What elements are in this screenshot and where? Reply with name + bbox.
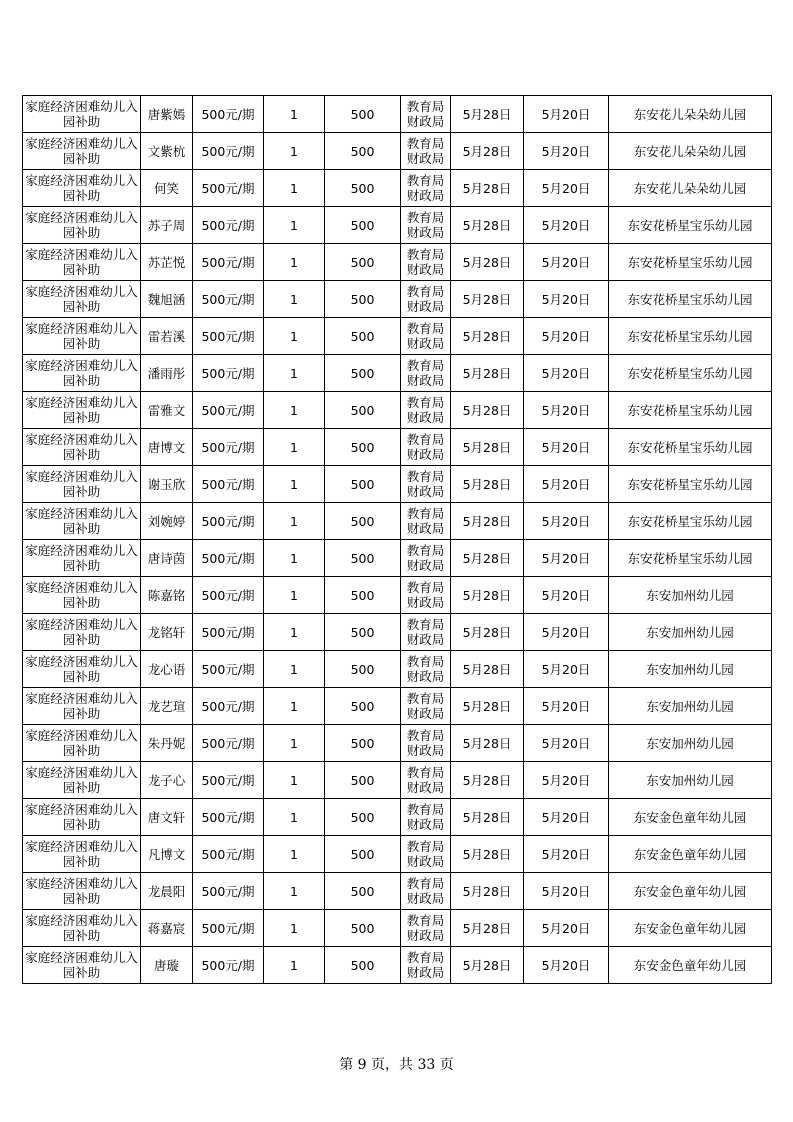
project-cell: 家庭经济困难幼儿入园补助 (23, 540, 141, 577)
table-row (23, 207, 772, 244)
kindergarten-cell: 东安加州幼儿园 (609, 614, 772, 651)
standard-cell: 500元/期 (193, 799, 264, 836)
date-cell-1: 5月28日 (451, 281, 524, 318)
child-name-cell: 潘雨彤 (141, 355, 193, 392)
amount-cell: 500 (325, 725, 401, 762)
child-name-cell: 龙艺瑄 (141, 688, 193, 725)
date-cell-2: 5月20日 (524, 466, 609, 503)
count-cell: 1 (264, 577, 325, 614)
project-cell: 家庭经济困难幼儿入园补助 (23, 392, 141, 429)
project-cell: 家庭经济困难幼儿入园补助 (23, 651, 141, 688)
table-row (23, 799, 772, 836)
standard-cell: 500元/期 (193, 281, 264, 318)
standard-cell: 500元/期 (193, 577, 264, 614)
department-cell: 教育局财政局 (401, 762, 451, 799)
count-cell: 1 (264, 614, 325, 651)
date-cell-1: 5月28日 (451, 355, 524, 392)
date-cell-1: 5月28日 (451, 392, 524, 429)
date-cell-1: 5月28日 (451, 651, 524, 688)
table-row (23, 910, 772, 947)
count-cell: 1 (264, 873, 325, 910)
table-row (23, 318, 772, 355)
amount-cell: 500 (325, 96, 401, 133)
date-cell-2: 5月20日 (524, 392, 609, 429)
amount-cell: 500 (325, 355, 401, 392)
child-name-cell: 苏子周 (141, 207, 193, 244)
amount-cell: 500 (325, 762, 401, 799)
standard-cell: 500元/期 (193, 355, 264, 392)
standard-cell: 500元/期 (193, 540, 264, 577)
child-name-cell: 雷雅文 (141, 392, 193, 429)
child-name-cell: 何笑 (141, 170, 193, 207)
kindergarten-cell: 东安花桥星宝乐幼儿园 (609, 355, 772, 392)
project-cell: 家庭经济困难幼儿入园补助 (23, 799, 141, 836)
project-cell: 家庭经济困难幼儿入园补助 (23, 577, 141, 614)
kindergarten-cell: 东安花桥星宝乐幼儿园 (609, 466, 772, 503)
child-name-cell: 唐璇 (141, 947, 193, 984)
project-cell: 家庭经济困难幼儿入园补助 (23, 281, 141, 318)
department-cell: 教育局财政局 (401, 577, 451, 614)
date-cell-2: 5月20日 (524, 318, 609, 355)
date-cell-2: 5月20日 (524, 96, 609, 133)
child-name-cell: 苏芷悦 (141, 244, 193, 281)
child-name-cell: 陈嘉铭 (141, 577, 193, 614)
project-cell: 家庭经济困难幼儿入园补助 (23, 429, 141, 466)
standard-cell: 500元/期 (193, 466, 264, 503)
standard-cell: 500元/期 (193, 503, 264, 540)
department-cell: 教育局财政局 (401, 133, 451, 170)
date-cell-1: 5月28日 (451, 725, 524, 762)
date-cell-2: 5月20日 (524, 688, 609, 725)
count-cell: 1 (264, 207, 325, 244)
project-cell: 家庭经济困难幼儿入园补助 (23, 762, 141, 799)
date-cell-1: 5月28日 (451, 799, 524, 836)
count-cell: 1 (264, 503, 325, 540)
amount-cell: 500 (325, 910, 401, 947)
child-name-cell: 刘婉婷 (141, 503, 193, 540)
project-cell: 家庭经济困难幼儿入园补助 (23, 836, 141, 873)
date-cell-1: 5月28日 (451, 947, 524, 984)
project-cell: 家庭经济困难幼儿入园补助 (23, 318, 141, 355)
kindergarten-cell: 东安花桥星宝乐幼儿园 (609, 503, 772, 540)
kindergarten-cell: 东安金色童年幼儿园 (609, 873, 772, 910)
amount-cell: 500 (325, 873, 401, 910)
project-cell: 家庭经济困难幼儿入园补助 (23, 96, 141, 133)
table-row (23, 429, 772, 466)
date-cell-1: 5月28日 (451, 614, 524, 651)
table-row (23, 244, 772, 281)
kindergarten-cell: 东安花桥星宝乐幼儿园 (609, 207, 772, 244)
kindergarten-cell: 东安加州幼儿园 (609, 651, 772, 688)
count-cell: 1 (264, 466, 325, 503)
child-name-cell: 魏旭涵 (141, 281, 193, 318)
count-cell: 1 (264, 244, 325, 281)
count-cell: 1 (264, 799, 325, 836)
standard-cell: 500元/期 (193, 244, 264, 281)
standard-cell: 500元/期 (193, 614, 264, 651)
standard-cell: 500元/期 (193, 725, 264, 762)
date-cell-2: 5月20日 (524, 651, 609, 688)
count-cell: 1 (264, 540, 325, 577)
table-row (23, 725, 772, 762)
page-number-text: 第 9 页，共 33 页 (339, 1057, 454, 1073)
count-cell: 1 (264, 651, 325, 688)
project-cell: 家庭经济困难幼儿入园补助 (23, 688, 141, 725)
project-cell: 家庭经济困难幼儿入园补助 (23, 725, 141, 762)
child-name-cell: 文紫杭 (141, 133, 193, 170)
child-name-cell: 唐文轩 (141, 799, 193, 836)
amount-cell: 500 (325, 392, 401, 429)
kindergarten-cell: 东安花桥星宝乐幼儿园 (609, 429, 772, 466)
count-cell: 1 (264, 96, 325, 133)
standard-cell: 500元/期 (193, 762, 264, 799)
amount-cell: 500 (325, 947, 401, 984)
amount-cell: 500 (325, 207, 401, 244)
department-cell: 教育局财政局 (401, 614, 451, 651)
child-name-cell: 朱丹妮 (141, 725, 193, 762)
department-cell: 教育局财政局 (401, 540, 451, 577)
amount-cell: 500 (325, 429, 401, 466)
kindergarten-cell: 东安金色童年幼儿园 (609, 910, 772, 947)
table-row (23, 947, 772, 984)
table-row (23, 873, 772, 910)
table-row (23, 762, 772, 799)
child-name-cell: 蒋嘉宸 (141, 910, 193, 947)
table-row (23, 281, 772, 318)
kindergarten-cell: 东安花桥星宝乐幼儿园 (609, 540, 772, 577)
kindergarten-cell: 东安加州幼儿园 (609, 577, 772, 614)
department-cell: 教育局财政局 (401, 281, 451, 318)
department-cell: 教育局财政局 (401, 651, 451, 688)
date-cell-1: 5月28日 (451, 540, 524, 577)
kindergarten-cell: 东安花儿朵朵幼儿园 (609, 133, 772, 170)
standard-cell: 500元/期 (193, 947, 264, 984)
date-cell-2: 5月20日 (524, 429, 609, 466)
table-row (23, 836, 772, 873)
date-cell-2: 5月20日 (524, 762, 609, 799)
date-cell-2: 5月20日 (524, 540, 609, 577)
child-name-cell: 唐紫嫣 (141, 96, 193, 133)
kindergarten-cell: 东安花桥星宝乐幼儿园 (609, 392, 772, 429)
kindergarten-cell: 东安金色童年幼儿园 (609, 836, 772, 873)
table-row (23, 355, 772, 392)
date-cell-2: 5月20日 (524, 281, 609, 318)
project-cell: 家庭经济困难幼儿入园补助 (23, 466, 141, 503)
kindergarten-cell: 东安加州幼儿园 (609, 688, 772, 725)
project-cell: 家庭经济困难幼儿入园补助 (23, 170, 141, 207)
date-cell-2: 5月20日 (524, 207, 609, 244)
standard-cell: 500元/期 (193, 96, 264, 133)
project-cell: 家庭经济困难幼儿入园补助 (23, 503, 141, 540)
date-cell-2: 5月20日 (524, 910, 609, 947)
standard-cell: 500元/期 (193, 836, 264, 873)
date-cell-2: 5月20日 (524, 577, 609, 614)
department-cell: 教育局财政局 (401, 799, 451, 836)
count-cell: 1 (264, 133, 325, 170)
project-cell: 家庭经济困难幼儿入园补助 (23, 947, 141, 984)
date-cell-2: 5月20日 (524, 614, 609, 651)
date-cell-2: 5月20日 (524, 170, 609, 207)
date-cell-2: 5月20日 (524, 799, 609, 836)
date-cell-1: 5月28日 (451, 466, 524, 503)
count-cell: 1 (264, 947, 325, 984)
amount-cell: 500 (325, 133, 401, 170)
date-cell-2: 5月20日 (524, 503, 609, 540)
project-cell: 家庭经济困难幼儿入园补助 (23, 244, 141, 281)
date-cell-2: 5月20日 (524, 836, 609, 873)
department-cell: 教育局财政局 (401, 910, 451, 947)
department-cell: 教育局财政局 (401, 170, 451, 207)
standard-cell: 500元/期 (193, 873, 264, 910)
table-row (23, 614, 772, 651)
kindergarten-cell: 东安加州幼儿园 (609, 762, 772, 799)
department-cell: 教育局财政局 (401, 429, 451, 466)
child-name-cell: 雷若溪 (141, 318, 193, 355)
date-cell-1: 5月28日 (451, 96, 524, 133)
kindergarten-cell: 东安花儿朵朵幼儿园 (609, 170, 772, 207)
child-name-cell: 唐博文 (141, 429, 193, 466)
amount-cell: 500 (325, 577, 401, 614)
date-cell-2: 5月20日 (524, 725, 609, 762)
kindergarten-cell: 东安花桥星宝乐幼儿园 (609, 281, 772, 318)
table-row (23, 503, 772, 540)
amount-cell: 500 (325, 540, 401, 577)
amount-cell: 500 (325, 244, 401, 281)
child-name-cell: 龙铭轩 (141, 614, 193, 651)
department-cell: 教育局财政局 (401, 873, 451, 910)
amount-cell: 500 (325, 281, 401, 318)
project-cell: 家庭经济困难幼儿入园补助 (23, 355, 141, 392)
project-cell: 家庭经济困难幼儿入园补助 (23, 207, 141, 244)
kindergarten-cell: 东安花桥星宝乐幼儿园 (609, 244, 772, 281)
amount-cell: 500 (325, 799, 401, 836)
project-cell: 家庭经济困难幼儿入园补助 (23, 873, 141, 910)
kindergarten-cell: 东安金色童年幼儿园 (609, 799, 772, 836)
kindergarten-cell: 东安花儿朵朵幼儿园 (609, 96, 772, 133)
department-cell: 教育局财政局 (401, 355, 451, 392)
department-cell: 教育局财政局 (401, 244, 451, 281)
date-cell-1: 5月28日 (451, 910, 524, 947)
date-cell-2: 5月20日 (524, 133, 609, 170)
department-cell: 教育局财政局 (401, 688, 451, 725)
project-cell: 家庭经济困难幼儿入园补助 (23, 910, 141, 947)
date-cell-1: 5月28日 (451, 207, 524, 244)
standard-cell: 500元/期 (193, 651, 264, 688)
kindergarten-cell: 东安金色童年幼儿园 (609, 947, 772, 984)
amount-cell: 500 (325, 651, 401, 688)
count-cell: 1 (264, 725, 325, 762)
count-cell: 1 (264, 762, 325, 799)
table-row (23, 96, 772, 133)
department-cell: 教育局财政局 (401, 392, 451, 429)
table-row (23, 540, 772, 577)
child-name-cell: 谢玉欣 (141, 466, 193, 503)
child-name-cell: 龙晨阳 (141, 873, 193, 910)
standard-cell: 500元/期 (193, 392, 264, 429)
standard-cell: 500元/期 (193, 207, 264, 244)
count-cell: 1 (264, 836, 325, 873)
count-cell: 1 (264, 355, 325, 392)
subsidy-table (22, 95, 772, 984)
date-cell-1: 5月28日 (451, 836, 524, 873)
count-cell: 1 (264, 318, 325, 355)
count-cell: 1 (264, 429, 325, 466)
count-cell: 1 (264, 392, 325, 429)
date-cell-1: 5月28日 (451, 429, 524, 466)
child-name-cell: 唐诗茵 (141, 540, 193, 577)
amount-cell: 500 (325, 466, 401, 503)
date-cell-2: 5月20日 (524, 355, 609, 392)
count-cell: 1 (264, 910, 325, 947)
project-cell: 家庭经济困难幼儿入园补助 (23, 133, 141, 170)
child-name-cell: 龙子心 (141, 762, 193, 799)
date-cell-2: 5月20日 (524, 244, 609, 281)
amount-cell: 500 (325, 614, 401, 651)
child-name-cell: 凡博文 (141, 836, 193, 873)
amount-cell: 500 (325, 170, 401, 207)
department-cell: 教育局财政局 (401, 466, 451, 503)
date-cell-1: 5月28日 (451, 133, 524, 170)
standard-cell: 500元/期 (193, 910, 264, 947)
kindergarten-cell: 东安花桥星宝乐幼儿园 (609, 318, 772, 355)
standard-cell: 500元/期 (193, 170, 264, 207)
date-cell-1: 5月28日 (451, 170, 524, 207)
date-cell-2: 5月20日 (524, 873, 609, 910)
table-body (23, 96, 772, 984)
count-cell: 1 (264, 170, 325, 207)
department-cell: 教育局财政局 (401, 836, 451, 873)
department-cell: 教育局财政局 (401, 503, 451, 540)
table-row (23, 170, 772, 207)
department-cell: 教育局财政局 (401, 725, 451, 762)
standard-cell: 500元/期 (193, 688, 264, 725)
date-cell-1: 5月28日 (451, 688, 524, 725)
child-name-cell: 龙心语 (141, 651, 193, 688)
standard-cell: 500元/期 (193, 318, 264, 355)
date-cell-1: 5月28日 (451, 577, 524, 614)
date-cell-1: 5月28日 (451, 762, 524, 799)
department-cell: 教育局财政局 (401, 96, 451, 133)
department-cell: 教育局财政局 (401, 947, 451, 984)
table-row (23, 688, 772, 725)
count-cell: 1 (264, 281, 325, 318)
date-cell-1: 5月28日 (451, 318, 524, 355)
table-row (23, 133, 772, 170)
date-cell-1: 5月28日 (451, 244, 524, 281)
amount-cell: 500 (325, 688, 401, 725)
table-row (23, 392, 772, 429)
date-cell-1: 5月28日 (451, 503, 524, 540)
standard-cell: 500元/期 (193, 429, 264, 466)
table-row (23, 651, 772, 688)
table-row (23, 577, 772, 614)
department-cell: 教育局财政局 (401, 207, 451, 244)
project-cell: 家庭经济困难幼儿入园补助 (23, 614, 141, 651)
count-cell: 1 (264, 688, 325, 725)
date-cell-2: 5月20日 (524, 947, 609, 984)
standard-cell: 500元/期 (193, 133, 264, 170)
table-row (23, 466, 772, 503)
date-cell-1: 5月28日 (451, 873, 524, 910)
amount-cell: 500 (325, 836, 401, 873)
department-cell: 教育局财政局 (401, 318, 451, 355)
amount-cell: 500 (325, 503, 401, 540)
amount-cell: 500 (325, 318, 401, 355)
page-footer (0, 1054, 793, 1074)
kindergarten-cell: 东安加州幼儿园 (609, 725, 772, 762)
